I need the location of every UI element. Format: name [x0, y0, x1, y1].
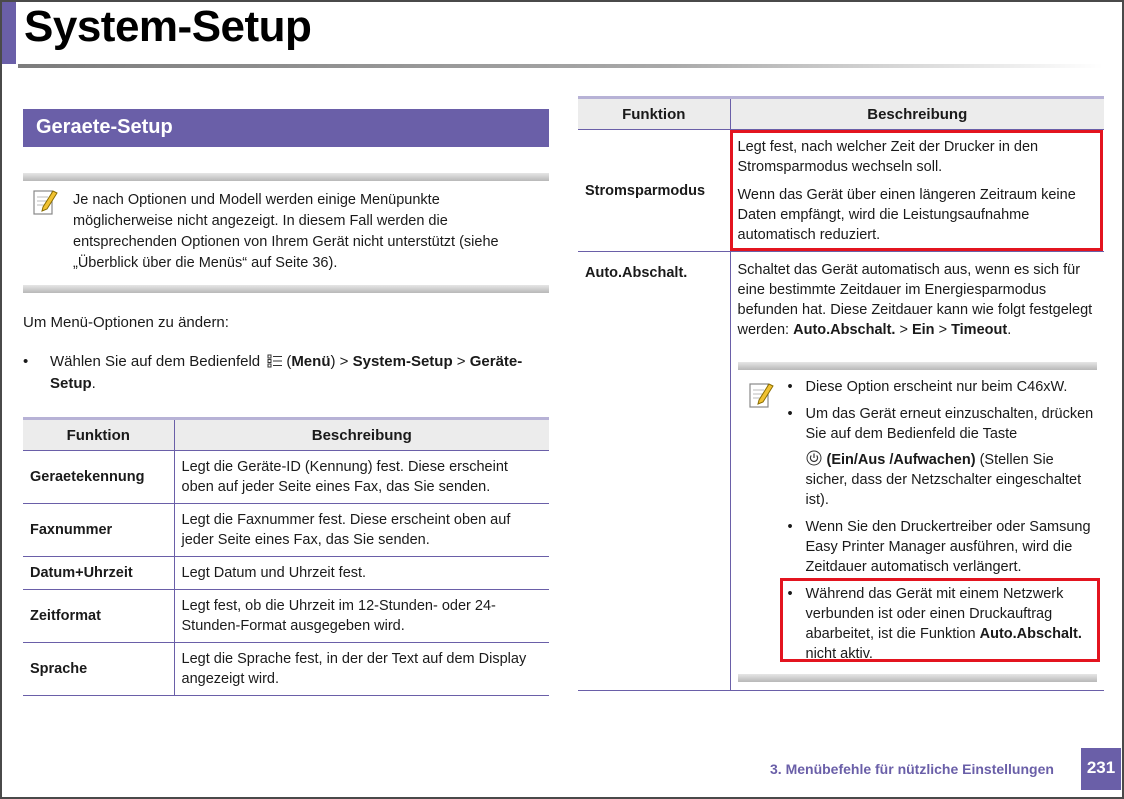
note2-post: (Stellen Sie sicher, dass der Netzschalter eingeschaltet ist).	[805, 452, 1082, 508]
page-number: 231	[1081, 748, 1121, 790]
note3-text: Wenn Sie den Druckertreiber oder	[805, 519, 1026, 535]
title-accent-bar	[2, 2, 16, 64]
auto-description	[738, 257, 1098, 340]
header-beschreibung: Beschreibung	[174, 419, 549, 451]
auto-desc-end: .	[1007, 322, 1012, 338]
auto-path-2: Ein	[911, 322, 935, 338]
note-bar-bottom	[23, 285, 549, 293]
table-row	[23, 590, 549, 643]
note3-app: Samsung Easy Printer Manager	[805, 519, 1091, 555]
instruction-prefix: Wählen Sie auf dem Bedienfeld	[50, 353, 261, 370]
row-description: Legt die Faxnummer fest. Diese erscheint oben auf jeder Seite eines Fax, das Sie senden.	[174, 504, 549, 557]
note1-end: .	[1063, 379, 1068, 395]
strom-paragraph-1: Legt fest, nach welcher Zeit der Drucker in den Stromsparmodus wechseln soll.	[737, 138, 1039, 175]
auto-desc-text: Schaltet das Gerät automatisch aus, wenn es sich für eine bestimmte Zeitdauer im Energiesparmodus befunden hat. Diese Zeitdauer kann wie folgt festgelegt werden:	[737, 262, 1093, 338]
row-function: Zeitformat	[23, 590, 174, 643]
title-rule	[18, 64, 1103, 68]
strom-paragraph-2: Wenn das Gerät über einen längeren Zeitraum keine Daten empfängt, wird die Leistungsaufnahme automatisch reduziert.	[737, 186, 1076, 243]
note1-model: C46xW	[1016, 379, 1064, 395]
left-function-table	[23, 417, 549, 696]
table-row	[23, 451, 549, 504]
table-row	[23, 557, 549, 590]
list-item	[788, 517, 1098, 577]
bullet-dot: •	[23, 353, 29, 370]
menu-label: Menü	[291, 353, 331, 370]
table-header-row	[23, 419, 549, 451]
power-icon	[806, 450, 822, 466]
auto-path-1: Auto.Abschalt.	[793, 322, 896, 338]
note4-text: Während das Gerät mit einem Netzwerk verbunden ist oder einen Druckauftrag abarbeitet, ist die Funktion	[805, 586, 1064, 642]
row-function: Geraetekennung	[23, 451, 174, 504]
note1-text: Diese Option erscheint nur beim	[805, 379, 1013, 395]
menu-icon	[267, 354, 283, 368]
note4-post: nicht aktiv.	[805, 646, 873, 662]
note-icon	[32, 187, 58, 217]
page-title: System-Setup	[24, 2, 312, 51]
inner-note-bar-top	[738, 362, 1098, 370]
header-beschreibung: Beschreibung	[730, 98, 1104, 130]
instruction-end: .	[91, 375, 96, 392]
row-description: Legt fest, ob die Uhrzeit im 12-Stunden- oder 24-Stunden-Format ausgegeben wird.	[174, 590, 549, 643]
menu-path-geraete-setup: Geräte-Setup	[50, 353, 523, 392]
row-function: Faxnummer	[23, 504, 174, 557]
table-row	[23, 643, 549, 696]
row-function: Datum+Uhrzeit	[23, 557, 174, 590]
row-description: Legt die Geräte-ID (Kennung) fest. Diese erscheint oben auf jeder Seite eines Fax, das Sie senden.	[174, 451, 549, 504]
highlight-box-stromsparmodus	[730, 130, 1103, 251]
paren-close-gt: ) >	[330, 353, 349, 370]
row-function-stromsparmodus: Stromsparmodus	[578, 130, 730, 252]
auto-path-3: Timeout	[951, 322, 1008, 338]
note-text: Je nach Optionen und Modell werden einige Menüpunkte möglicherweise nicht angezeigt. In diesem Fall werden die entsprechenden Optionen von Ihrem Gerät nicht unterstützt (siehe „Überblick über die Menüs“ auf Seite 36).	[73, 192, 499, 271]
instruction-text	[50, 351, 550, 395]
intro-text: Um Menü-Optionen zu ändern:	[23, 314, 229, 331]
footer-chapter: 3. Menübefehle für nützliche Einstellungen	[770, 761, 1054, 777]
inner-note-bar-bottom	[738, 674, 1098, 682]
header-funktion: Funktion	[23, 419, 174, 451]
table-row	[23, 504, 549, 557]
row-description: Legt Datum und Uhrzeit fest.	[174, 557, 549, 590]
menu-path-system-setup: System-Setup	[352, 353, 453, 370]
paren-open: (	[286, 353, 292, 370]
table-header-row	[578, 98, 1104, 130]
note4-key: Auto.Abschalt.	[979, 626, 1082, 642]
note-icon	[748, 380, 774, 410]
list-item	[788, 404, 1098, 510]
section-header: Geraete-Setup	[23, 109, 549, 147]
header-funktion: Funktion	[578, 98, 730, 130]
list-item	[788, 377, 1098, 397]
note2-continuation	[806, 450, 1098, 510]
auto-path-sep: >	[938, 322, 948, 338]
note3-post: ausführen, wird die Zeitdauer automatisch verlängert.	[805, 539, 1073, 575]
note2-text: Um das Gerät erneut einzuschalten, drücken Sie auf dem Bedienfeld die Taste	[805, 406, 1094, 442]
note2-key: (Ein/Aus /Aufwachen)	[826, 452, 976, 468]
row-function: Sprache	[23, 643, 174, 696]
auto-path-sep: >	[899, 322, 908, 338]
row-function-auto-abschalt: Auto.Abschalt.	[578, 252, 730, 691]
note-bar-top	[23, 173, 549, 181]
highlight-box-network-note	[780, 578, 1100, 662]
path-separator: >	[456, 353, 466, 370]
row-description: Legt die Sprache fest, in der der Text auf dem Display angezeigt wird.	[174, 643, 549, 696]
note-box	[23, 173, 549, 293]
